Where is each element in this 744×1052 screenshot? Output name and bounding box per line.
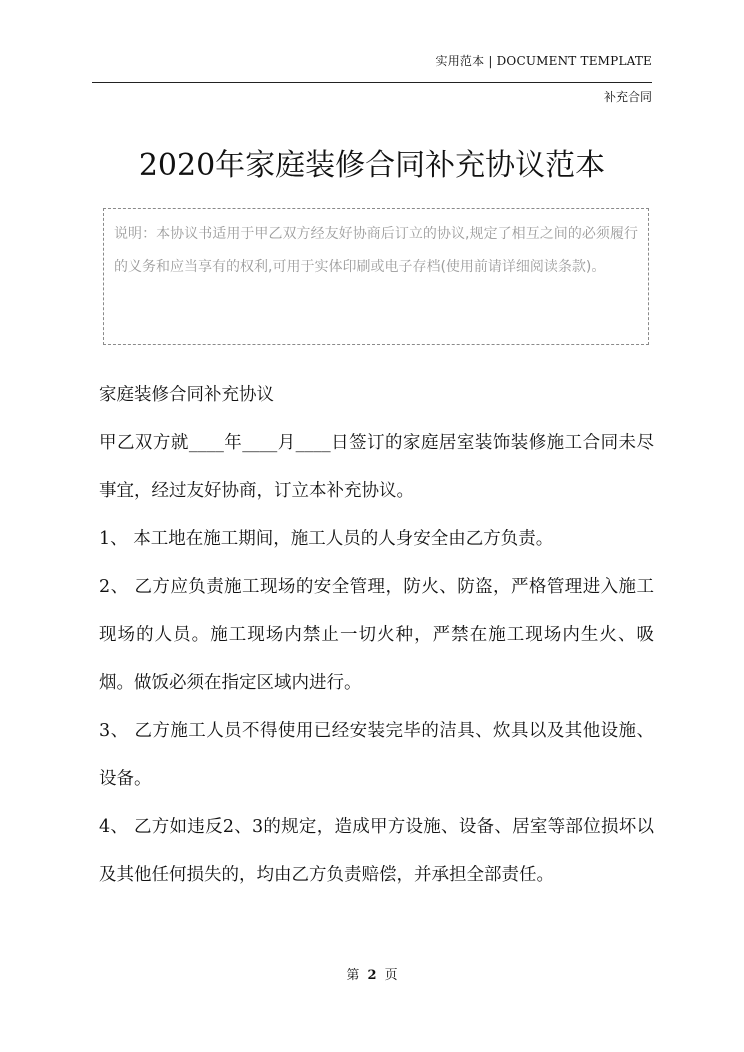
document-body — [99, 371, 654, 899]
page-number: 2 — [367, 968, 377, 983]
footer-suffix: 页 — [384, 968, 398, 983]
footer-prefix: 第 — [346, 968, 360, 983]
header-category: 补充合同 — [603, 90, 652, 104]
page-footer — [0, 964, 744, 983]
note-text: 说明：本协议书适用于甲乙双方经友好协商后订立的协议,规定了相互之间的必须履行的义务和应当享有的权利,可用于实体印刷或电子存档(使用前请详细阅读条款)。 — [114, 226, 638, 275]
header-divider — [92, 82, 652, 83]
body-heading: 家庭装修合同补充协议 — [99, 385, 274, 405]
header-label: 实用范本 | DOCUMENT TEMPLATE — [435, 54, 652, 68]
note-box — [103, 208, 649, 345]
page-title: 2020年家庭装修合同补充协议范本 — [138, 148, 606, 183]
body-paragraph: 1、 本工地在施工期间，施工人员的人身安全由乙方负责。 — [99, 529, 554, 549]
body-paragraph: 3、 乙方施工人员不得使用已经安装完毕的洁具、炊具以及其他设施、设备。 — [99, 721, 654, 789]
body-paragraph: 4、 乙方如违反2、3的规定，造成甲方设施、设备、居室等部位损坏以及其他任何损失的，均由乙方负责赔偿，并承担全部责任。 — [99, 817, 654, 885]
body-paragraph: 2、 乙方应负责施工现场的安全管理，防火、防盗，严格管理进入施工现场的人员。施工现场内禁止一切火种，严禁在施工现场内生火、吸烟。做饭必须在指定区域内进行。 — [99, 577, 654, 693]
body-paragraph: 甲乙双方就____年____月____日签订的家庭居室装饰装修施工合同未尽事宜，经过友好协商，订立本补充协议。 — [99, 433, 654, 501]
